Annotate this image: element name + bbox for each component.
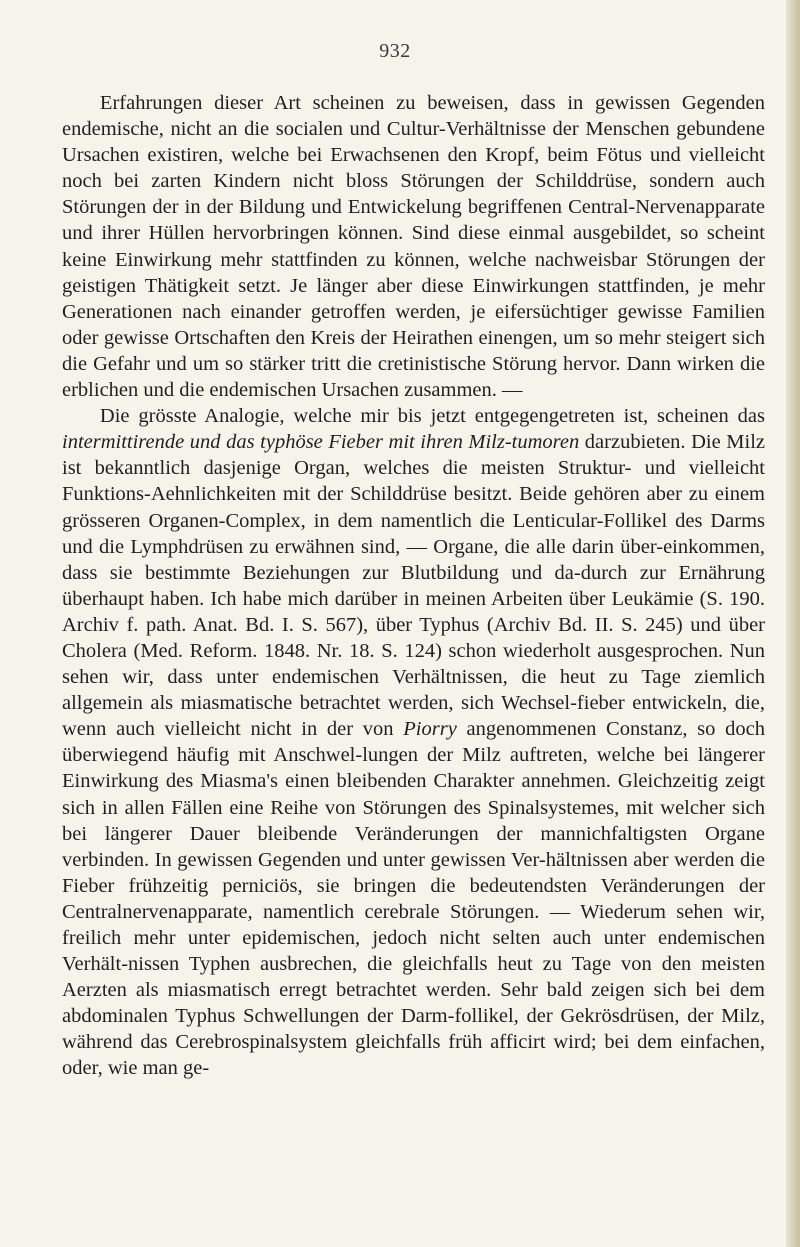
- page-number: 932: [379, 40, 411, 62]
- paragraph-1: Erfahrungen dieser Art scheinen zu beweisen, dass in gewissen Gegenden endemische, nicht an die socialen und Cultur-Verhältnisse der Menschen gebundene Ursachen existiren, welche bei Erwachsenen den Kropf, beim Fötus und vielleicht noch bei zarten Kindern nicht bloss Störungen der Schilddrüse, sondern auch Störungen der in der Bildung und Entwickelung begriffenen Central-Nervenapparate und ihrer Hüllen hervorbringen können. Sind diese einmal ausgebildet, so scheint keine Einwirkung mehr stattfinden zu können, welche nachweisbar Störungen der geistigen Thätigkeit setzt. Je länger aber diese Einwirkungen stattfinden, je mehr Generationen nach einander getroffen werden, je eifersüchtiger gewisse Familien oder gewisse Ortschaften den Kreis der Heirathen einengen, um so mehr steigert sich die Gefahr und um so stärker tritt die cretinistische Störung hervor. Dann wirken die erblichen und die endemischen Ursachen zusammen. —: [62, 92, 765, 402]
- italic-name-piorry: Piorry: [403, 718, 457, 741]
- italic-phrase-fieber: intermittirende und das typhöse Fieber mit ihren Milz-tumoren: [62, 431, 580, 454]
- page-edge: [786, 0, 800, 1247]
- paragraph-2: [62, 403, 765, 1081]
- body-text: [62, 90, 765, 1082]
- paragraph-2-part-2: darzubieten. Die Milz ist bekanntlich dasjenige Organ, welches die meisten Struktur- und vielleicht Funktions-Aehnlichkeiten mit der Schilddrüse besitzt. Beide gehören aber zu einem grösseren Organen-Complex, in dem namentlich die Lenticular-Follikel des Darms und die Lymphdrüsen zu erwähnen sind, — Organe, die alle darin über-einkommen, dass sie bestimmte Beziehungen zur Blutbildung und da-durch zur Ernährung überhaupt haben. Ich habe mich darüber in meinen Arbeiten über Leukämie (S. 190. Archiv f. path. Anat. Bd. I. S. 567), über Typhus (Archiv Bd. II. S. 245) und über Cholera (Med. Reform. 1848. Nr. 18. S. 124) schon wiederholt ausgesprochen. Nun sehen wir, dass unter endemischen Verhältnissen, die heut zu Tage ziemlich allgemein als miasmatische betrachtet werden, sich Wechsel-fieber entwickeln, die, wenn auch vielleicht nicht in der von: [62, 431, 765, 741]
- paragraph-2-part-1: Die grösste Analogie, welche mir bis jetzt entgegengetreten ist, scheinen das: [99, 405, 765, 428]
- paragraph-2-part-3: angenommenen Constanz, so doch überwiegend häufig mit Anschwel-lungen der Milz auftreten, welche bei längerer Einwirkung des Miasma's einen bleibenden Charakter annehmen. Gleichzeitig zeigt sich in allen Fällen eine Reihe von Störungen des Spinalsystemes, mit welcher sich bei längerer Dauer bleibende Veränderungen der mannichfaltigsten Organe verbinden. In gewissen Gegenden und unter gewissen Ver-hältnissen aber werden die Fieber frühzeitig perniciös, sie bringen die bedeutendsten Veränderungen der Centralnervenapparate, namentlich cerebrale Störungen. — Wiederum sehen wir, freilich mehr unter epidemischen, jedoch nicht selten auch unter endemischen Verhält-nissen Typhen ausbrechen, die gleichfalls heut zu Tage von den meisten Aerzten als miasmatisch erregt betrachtet werden. Sehr bald zeigen sich bei dem abdominalen Typhus Schwellungen der Darm-follikel, der Gekrösdrüsen, der Milz, während das Cerebrospinalsystem gleichfalls früh afficirt wird; bei dem einfachen, oder, wie man ge-: [62, 718, 765, 1080]
